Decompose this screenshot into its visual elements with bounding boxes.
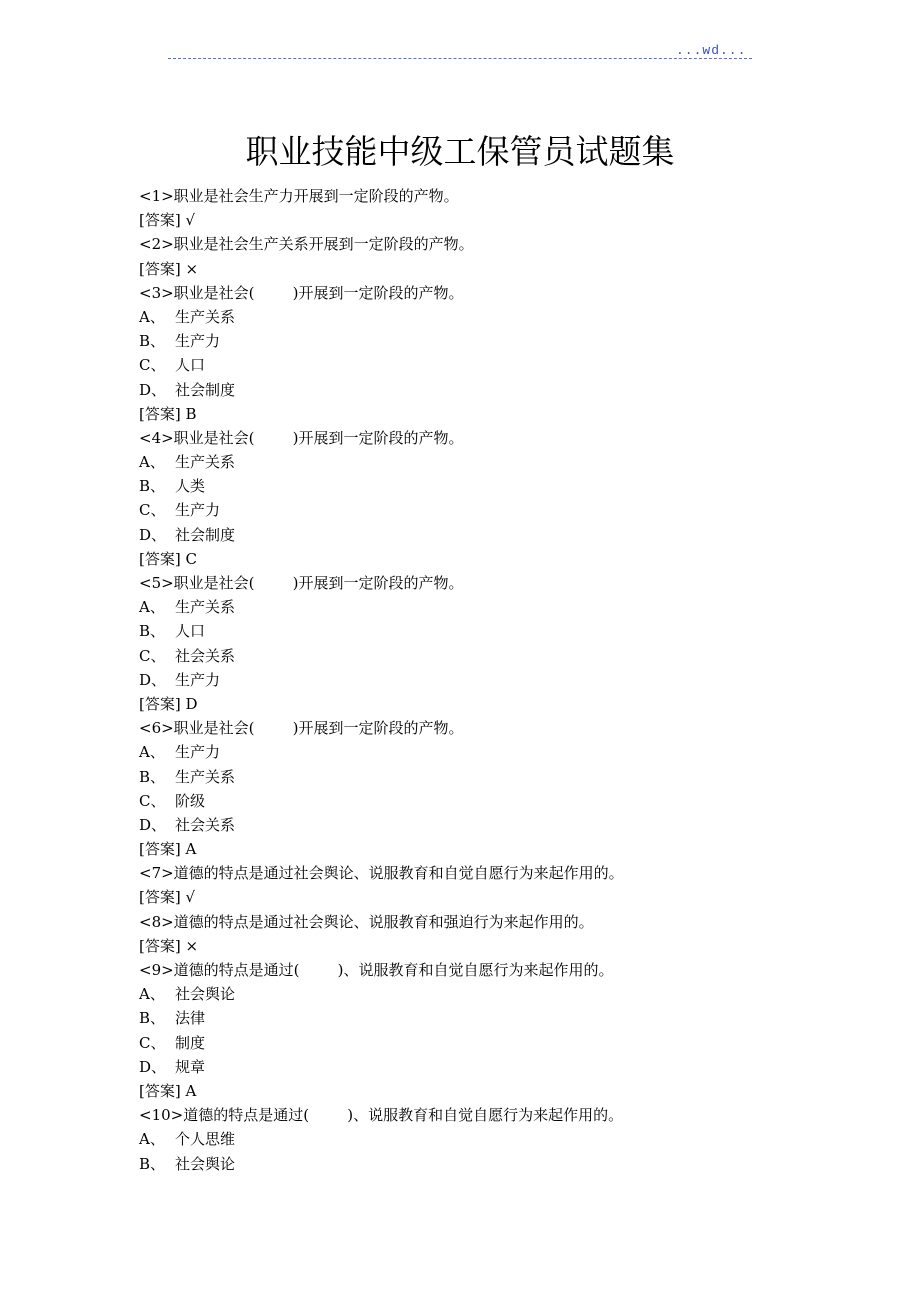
option-text: 社会制度 <box>175 525 236 544</box>
option-text: 生产关系 <box>175 598 236 617</box>
question-text: <9>道德的特点是通过( )、说服教育和自觉自愿行为来起作用的。 <box>139 961 614 979</box>
option-item <box>139 740 839 764</box>
option-letter: A、 <box>139 743 165 762</box>
option-text: 生产力 <box>175 501 221 520</box>
option-letter: D、 <box>139 815 167 834</box>
question-block <box>139 861 839 909</box>
option-item <box>139 498 839 522</box>
answer-text: [答案] √ <box>139 211 196 230</box>
answer-text: [答案] √ <box>139 888 196 907</box>
question-list <box>139 184 839 1176</box>
option-item <box>139 1031 839 1055</box>
option-letter: C、 <box>139 501 166 520</box>
question-text: <1>职业是社会生产力开展到一定阶段的产物。 <box>139 187 459 205</box>
option-text: 社会关系 <box>175 646 236 665</box>
option-text: 生产关系 <box>175 307 236 326</box>
option-item <box>139 1055 839 1079</box>
answer-text: [答案] C <box>139 549 197 568</box>
question-block <box>139 910 839 958</box>
answer-text: [答案] A <box>139 840 197 859</box>
header-dashed-line <box>168 58 752 59</box>
answer-text: [答案] × <box>139 936 199 955</box>
option-item <box>139 1152 839 1176</box>
question-block <box>139 716 839 861</box>
question-block <box>139 281 839 426</box>
option-item <box>139 1006 839 1030</box>
question-text: <5>职业是社会( )开展到一定阶段的产物。 <box>139 574 464 592</box>
option-item <box>139 1127 839 1151</box>
answer-text: [答案] D <box>139 694 198 713</box>
option-text: 生产力 <box>175 670 221 689</box>
option-item <box>139 789 839 813</box>
option-letter: B、 <box>139 1154 166 1173</box>
question-block <box>139 958 839 1103</box>
option-letter: D、 <box>139 525 167 544</box>
option-letter: D、 <box>139 670 167 689</box>
option-item <box>139 523 839 547</box>
option-text: 社会制度 <box>175 380 236 399</box>
option-item <box>139 305 839 329</box>
option-letter: D、 <box>139 1057 167 1076</box>
option-letter: B、 <box>139 1009 166 1028</box>
option-text: 人口 <box>175 622 206 641</box>
option-letter: B、 <box>139 622 166 641</box>
option-letter: A、 <box>139 307 165 326</box>
option-item <box>139 450 839 474</box>
option-letter: A、 <box>139 453 165 472</box>
option-letter: C、 <box>139 791 166 810</box>
option-text: 个人思维 <box>175 1130 236 1149</box>
option-text: 制度 <box>175 1033 206 1052</box>
question-block <box>139 184 839 232</box>
option-letter: A、 <box>139 985 165 1004</box>
option-letter: B、 <box>139 767 166 786</box>
document-title: 职业技能中级工保管员试题集 <box>245 132 675 171</box>
option-item <box>139 982 839 1006</box>
option-item <box>139 329 839 353</box>
option-item <box>139 378 839 402</box>
question-text: <8>道德的特点是通过社会舆论、说服教育和强迫行为来起作用的。 <box>139 912 594 931</box>
question-block <box>139 232 839 280</box>
option-text: 法律 <box>175 1009 206 1028</box>
option-text: 社会舆论 <box>175 985 236 1004</box>
option-text: 生产关系 <box>175 767 236 786</box>
question-block <box>139 571 839 716</box>
question-block <box>139 426 839 571</box>
option-text: 阶级 <box>175 791 206 810</box>
option-letter: B、 <box>139 332 166 351</box>
answer-text: [答案] A <box>139 1081 197 1100</box>
answer-text: [答案] B <box>139 404 197 423</box>
option-text: 人口 <box>175 356 206 375</box>
option-text: 生产力 <box>175 743 221 762</box>
answer-text: [答案] × <box>139 259 199 278</box>
option-text: 人类 <box>175 477 206 496</box>
option-letter: C、 <box>139 356 166 375</box>
option-text: 社会舆论 <box>175 1154 236 1173</box>
option-letter: B、 <box>139 477 166 496</box>
option-item <box>139 353 839 377</box>
option-item <box>139 619 839 643</box>
option-text: 规章 <box>175 1057 206 1076</box>
question-text: <3>职业是社会( )开展到一定阶段的产物。 <box>139 283 464 302</box>
option-letter: D、 <box>139 380 167 399</box>
option-item <box>139 644 839 668</box>
option-letter: C、 <box>139 646 166 665</box>
question-block <box>139 1103 839 1176</box>
question-text: <7>道德的特点是通过社会舆论、说服教育和自觉自愿行为来起作用的。 <box>139 864 624 883</box>
question-text: <4>职业是社会( )开展到一定阶段的产物。 <box>139 428 464 447</box>
option-item <box>139 668 839 692</box>
option-text: 生产关系 <box>175 453 236 472</box>
option-text: 生产力 <box>175 332 221 351</box>
option-item <box>139 595 839 619</box>
question-text: <10>道德的特点是通过( )、说服教育和自觉自愿行为来起作用的。 <box>139 1106 624 1125</box>
option-letter: A、 <box>139 598 165 617</box>
option-item <box>139 813 839 837</box>
question-text: <2>职业是社会生产关系开展到一定阶段的产物。 <box>139 235 474 254</box>
header-mark: ...wd... <box>676 43 747 58</box>
option-letter: C、 <box>139 1033 166 1052</box>
option-text: 社会关系 <box>175 815 236 834</box>
option-item <box>139 474 839 498</box>
question-text: <6>职业是社会( )开展到一定阶段的产物。 <box>139 719 464 738</box>
option-item <box>139 765 839 789</box>
option-letter: A、 <box>139 1130 165 1149</box>
